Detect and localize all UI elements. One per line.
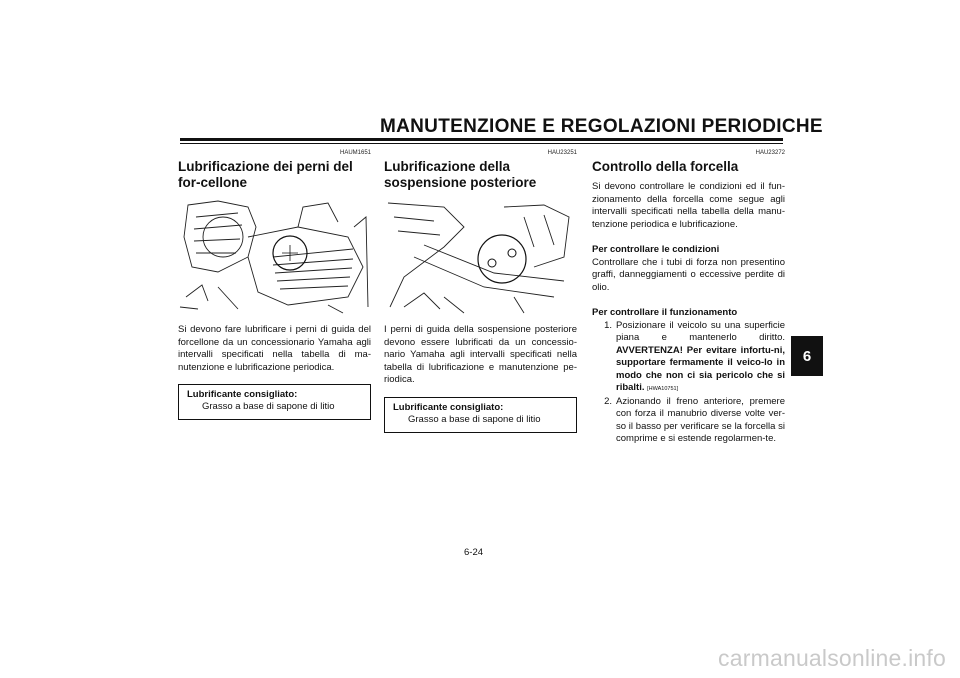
- function-heading: Per controllare il funzionamento: [592, 307, 738, 318]
- step-text: Posizionare il veicolo su una superficie piana e mantenerlo diritto.: [616, 319, 785, 343]
- section-title: Lubrificazione della sospensione posteriore: [384, 159, 537, 190]
- lubricant-box: [178, 384, 371, 420]
- section-body: Si devono fare lubrificare i perni di guida del forcellone da un concessionario Yamaha agli intervalli specificati nella tabella di ma-nutenzione e lubrificazione periodica.: [178, 324, 371, 373]
- warning-code: [HWA10751]: [647, 386, 679, 392]
- step-number: 1.: [604, 319, 612, 331]
- section-body: I perni di guida della sospensione posteriore devono essere lubrificati da un concessio-nario Yamaha agli intervalli specificati nella tabella di lubrificazione e manutenzione pe-riodica.: [384, 324, 577, 385]
- lubricant-box: [384, 397, 577, 433]
- step-body: [616, 320, 785, 396]
- section-title: Controllo della forcella: [592, 159, 739, 174]
- lubricant-label: Lubrificante consigliato:: [393, 401, 504, 413]
- lubricant-value: Grasso a base di sapone di litio: [202, 401, 335, 412]
- column-rear-suspension: [384, 150, 577, 433]
- page-header-title: MANUTENZIONE E REGOLAZIONI PERIODICHE: [380, 116, 823, 137]
- header-rule-thin: [180, 143, 783, 144]
- condition-heading: Per controllare le condizioni: [592, 244, 720, 255]
- section-code: HAUM1651: [339, 150, 371, 156]
- page-number: 6-24: [464, 547, 484, 558]
- lubricant-value: Grasso a base di sapone di litio: [408, 413, 541, 425]
- section-code: HAU23272: [755, 150, 785, 156]
- chapter-tab: 6: [791, 336, 823, 376]
- column-swingarm: [178, 150, 371, 420]
- highlight-circle: [478, 235, 526, 283]
- function-steps: [592, 320, 785, 446]
- section-intro: Si devono controllare le condizioni ed il fun-zionamento della forcella come segue agli intervalli specificati nella tabella della manu-tenzione periodica e lubrificazione.: [592, 181, 785, 230]
- condition-body: Controllare che i tubi di forza non presentino graffi, danneggiamenti o eccessive perdite di olio.: [592, 256, 785, 293]
- step-text: Azionando il freno anteriore, premere con forza il manubrio diverse volte ver-so il basso per verificare se la forcella si comprime e si estende regolarmen-te.: [616, 395, 785, 444]
- rear-suspension-illustration: [384, 197, 577, 315]
- list-item: [592, 396, 785, 446]
- section-title: Lubrificazione dei perni del for-cellone: [178, 159, 353, 190]
- swingarm-illustration: [178, 197, 371, 315]
- step-number: 2.: [604, 395, 612, 407]
- section-code: HAU23251: [547, 150, 577, 156]
- watermark: carmanualsonline.info: [718, 645, 946, 671]
- column-front-fork: [592, 150, 785, 446]
- lubricant-label: Lubrificante consigliato:: [187, 389, 298, 400]
- list-item: [592, 320, 785, 396]
- header-rule: [180, 138, 783, 141]
- warning-text: AVVERTENZA! Per evitare infortu-ni, supportare fermamente il veico-lo in modo che non ci sia pericolo che si ribalti.: [616, 344, 785, 393]
